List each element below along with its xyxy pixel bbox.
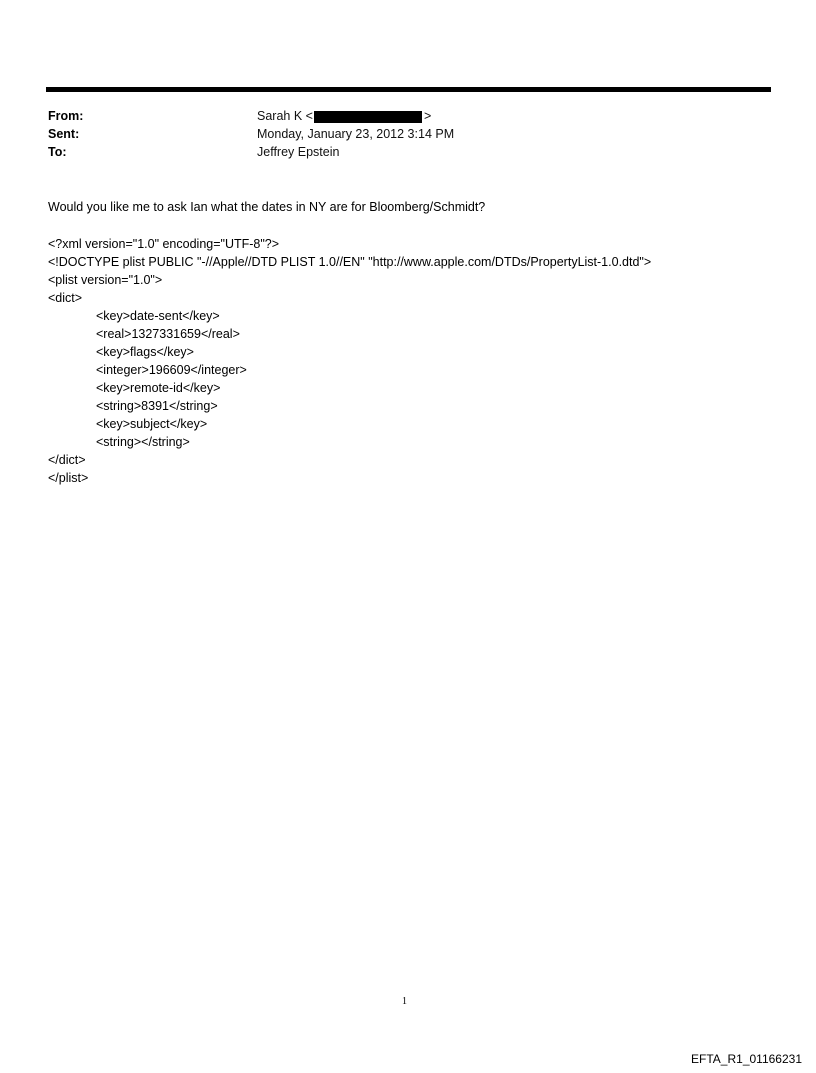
code-line: <integer>196609</integer> [96, 363, 247, 377]
code-line: <key>date-sent</key> [96, 309, 220, 323]
code-line: </dict> [48, 453, 86, 467]
code-line: <key>subject</key> [96, 417, 208, 431]
document-id: EFTA_R1_01166231 [691, 1052, 802, 1066]
code-line: <real>1327331659</real> [96, 327, 240, 341]
code-line: </plist> [48, 471, 89, 485]
from-label: From: [48, 109, 84, 123]
sent-label: Sent: [48, 127, 80, 141]
code-line: <!DOCTYPE plist PUBLIC "-//Apple//DTD PLIST 1.0//EN" "http://www.apple.com/DTDs/PropertyList-1.0.dtd"> [48, 255, 652, 269]
plist-code-block [48, 235, 651, 487]
from-bracket-close: > [423, 109, 432, 123]
page-number: 1 [402, 996, 407, 1007]
to-value: Jeffrey Epstein [257, 145, 340, 159]
header-rule [46, 87, 771, 92]
redaction-block [314, 111, 422, 123]
from-value [257, 108, 431, 125]
code-line: <plist version="1.0"> [48, 273, 163, 287]
code-line: <key>remote-id</key> [96, 381, 221, 395]
to-label: To: [48, 145, 67, 159]
code-line: <string></string> [96, 435, 190, 449]
code-line: <dict> [48, 291, 83, 305]
message-body: Would you like me to ask Ian what the dates in NY are for Bloomberg/Schmidt? [48, 200, 486, 214]
code-line: <?xml version="1.0" encoding="UTF-8"?> [48, 237, 280, 251]
sent-value: Monday, January 23, 2012 3:14 PM [257, 127, 455, 141]
from-name: Sarah K < [257, 109, 313, 123]
code-line: <string>8391</string> [96, 399, 218, 413]
code-line: <key>flags</key> [96, 345, 194, 359]
